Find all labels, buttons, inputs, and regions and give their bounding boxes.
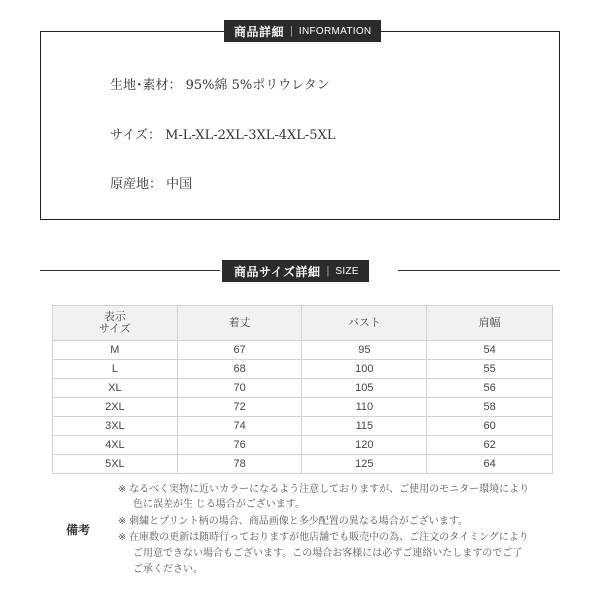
cell-size: M	[53, 341, 178, 360]
header-display-size: 表示 サイズ	[53, 306, 178, 341]
table-row	[53, 436, 553, 455]
remark-line-5: ご用意できない場合もございます。この場合お客様には必ずご連絡いたしますのでご了	[133, 548, 523, 559]
size-tag	[222, 260, 369, 282]
cell-length: 74	[177, 417, 302, 436]
cell-size: 4XL	[53, 436, 178, 455]
table-row	[53, 398, 553, 417]
information-tag-en: INFORMATION	[298, 25, 372, 37]
cell-size: XL	[53, 379, 178, 398]
cell-bust: 100	[302, 360, 427, 379]
table-row	[53, 455, 553, 474]
cell-bust: 125	[302, 455, 427, 474]
header-shoulder: 肩幅	[427, 306, 553, 341]
information-tag-separator: |	[290, 25, 293, 37]
cell-bust: 105	[302, 379, 427, 398]
remark-line-2: 色に誤差が生 じる場合がございます。	[133, 499, 305, 510]
cell-size: 5XL	[53, 455, 178, 474]
cell-shoulder: 55	[427, 360, 553, 379]
remark-line-1: ※ なるべく実物に近いカラーになるよう注意しておりますが、ご使用のモニター環境により	[118, 484, 530, 495]
origin-line: 原産地： 中国	[110, 177, 193, 192]
cell-length: 70	[177, 379, 302, 398]
table-row	[53, 360, 553, 379]
remarks-label: 備考	[66, 523, 91, 537]
cell-bust: 110	[302, 398, 427, 417]
cell-bust: 115	[302, 417, 427, 436]
cell-bust: 120	[302, 436, 427, 455]
table-row	[53, 379, 553, 398]
size-rule-right	[398, 270, 560, 271]
header-bust: バスト	[302, 306, 427, 341]
remark-line-3: ※ 刺繍とプリント柄の場合、商品画像と多少配置の異なる場合がございます。	[118, 516, 468, 527]
size-table-header-row	[53, 306, 553, 341]
cell-length: 76	[177, 436, 302, 455]
table-row	[53, 417, 553, 436]
header-length: 着丈	[177, 306, 302, 341]
cell-shoulder: 56	[427, 379, 553, 398]
size-tag-separator: |	[326, 265, 330, 277]
cell-shoulder: 58	[427, 398, 553, 417]
cell-length: 68	[177, 360, 302, 379]
cell-shoulder: 62	[427, 436, 553, 455]
size-rule-left	[40, 270, 220, 271]
sizes-line: サイズ： M-L-XL-2XL-3XL-4XL-5XL	[110, 128, 336, 143]
cell-size: 2XL	[53, 398, 178, 417]
cell-size: 3XL	[53, 417, 178, 436]
size-table	[52, 305, 553, 474]
cell-size: L	[53, 360, 178, 379]
remark-line-6: ご承ください。	[133, 564, 203, 575]
cell-shoulder: 54	[427, 341, 553, 360]
table-row	[53, 341, 553, 360]
size-tag-jp: 商品サイズ詳細	[234, 264, 321, 279]
information-tag	[224, 20, 381, 42]
size-tag-en: SIZE	[335, 265, 359, 277]
information-tag-jp: 商品詳細	[234, 24, 285, 39]
remark-line-4: ※ 在庫数の更新は随時行っておりますが他店舗でも販売中の為、ご注文のタイミングにより	[118, 532, 529, 543]
cell-shoulder: 60	[427, 417, 553, 436]
material-line: 生地･素材： 95%綿 5%ポリウレタン	[110, 78, 330, 93]
cell-length: 72	[177, 398, 302, 417]
cell-bust: 95	[302, 341, 427, 360]
cell-length: 67	[177, 341, 302, 360]
cell-shoulder: 64	[427, 455, 553, 474]
cell-length: 78	[177, 455, 302, 474]
